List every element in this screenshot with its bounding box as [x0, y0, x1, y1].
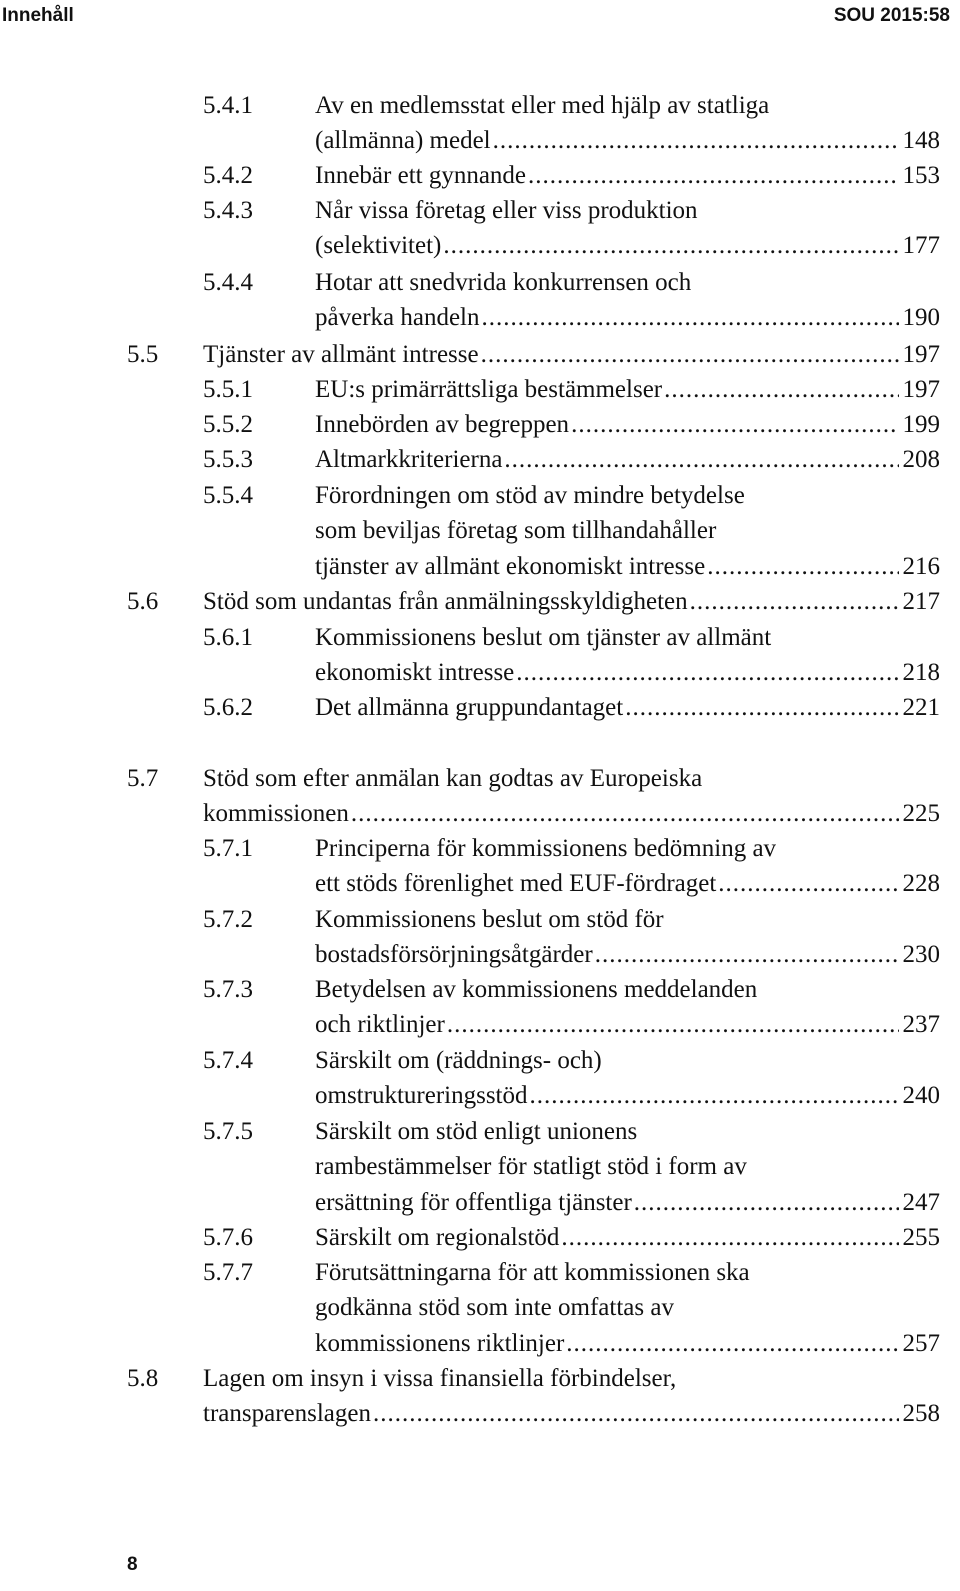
toc-entry-number: 5.4.1: [203, 92, 253, 119]
toc-entry-title: ekonomiskt intresse: [315, 659, 515, 687]
dot-leader: [571, 407, 898, 443]
toc-entry-title: Särskilt om (räddnings- och): [315, 1047, 602, 1074]
toc-entry-page: 258: [902, 1400, 940, 1428]
dot-leader: [373, 1396, 899, 1432]
toc-entry-title: EU:s primärrättsliga bestämmelser: [315, 376, 663, 403]
dot-leader: [566, 1326, 898, 1362]
toc-entry-number: 5.4.4: [203, 269, 253, 296]
toc-entry-page: 257: [902, 1329, 940, 1357]
toc-entry-title: Förutsättningarna för att kommissionen ska: [315, 1259, 750, 1286]
dot-leader: [516, 655, 898, 691]
running-header-report-id: SOU 2015:58: [833, 5, 950, 26]
toc-entry-title: påverka handeln: [315, 304, 480, 332]
toc-entry-title: Når vissa företag eller viss produktion: [315, 197, 698, 224]
toc-entry-number: 5.7.3: [203, 976, 253, 1003]
dot-leader: [634, 1185, 899, 1221]
dot-leader: [718, 866, 898, 902]
toc-entry-number: 5.5.2: [203, 411, 253, 438]
toc-entry-page: 216: [902, 552, 940, 580]
toc-entry-number: 5.5: [127, 341, 159, 368]
toc-entry-page: 218: [902, 659, 940, 687]
dot-leader: [528, 158, 898, 194]
toc-entry-title: rambestämmelser för statligt stöd i form av: [315, 1153, 747, 1181]
toc-entry-title: Hotar att snedvrida konkurrensen och: [315, 269, 692, 296]
toc-entry-title: Kommissionens beslut om tjänster av allmänt: [315, 624, 772, 651]
toc-entry-title: Lagen om insyn i vissa finansiella förbindelser,: [203, 1365, 677, 1392]
dot-leader: [664, 372, 898, 408]
toc-entry-title: Innebörden av begreppen: [315, 411, 570, 438]
toc-entry-number: 5.5.4: [203, 482, 253, 509]
toc-entry-number: 5.7.5: [203, 1118, 253, 1145]
toc-entry-number: 5.6.1: [203, 624, 253, 651]
toc-entry-page: 237: [902, 1011, 940, 1039]
toc-entry-number: 5.5.1: [203, 376, 253, 403]
toc-entry-number: 5.7: [127, 765, 159, 792]
dot-leader: [530, 1078, 899, 1114]
toc-entry-page: 208: [902, 446, 940, 473]
toc-entry-title: Särskilt om regionalstöd: [315, 1224, 560, 1251]
toc-entry-title: (allmänna) medel: [315, 127, 491, 155]
toc-entry-title: Betydelsen av kommissionens meddelanden: [315, 976, 758, 1003]
toc-entry-title: Altmarkkriterierna: [315, 446, 503, 473]
toc-entry-number: 5.7.4: [203, 1047, 253, 1074]
page-number: 8: [127, 1554, 138, 1575]
toc-entry-title: kommissionen: [203, 800, 349, 828]
toc-entry-page: 240: [902, 1082, 940, 1110]
toc-entry-title: kommissionens riktlinjer: [315, 1329, 565, 1357]
toc-entry-page: 190: [902, 304, 940, 332]
toc-entry-number: 5.4.3: [203, 197, 253, 224]
toc-entry-page: 197: [902, 376, 940, 403]
toc-entry-title: bostadsförsörjningsåtgärder: [315, 941, 593, 969]
toc-entry-title: Kommissionens beslut om stöd för: [315, 906, 664, 933]
toc-entry-page: 199: [902, 411, 940, 438]
toc-entry-title: Förordningen om stöd av mindre betydelse: [315, 482, 745, 509]
toc-entry-title: omstruktureringsstöd: [315, 1082, 528, 1110]
toc-entry-page: 148: [902, 127, 940, 155]
toc-entry-page: 228: [902, 870, 940, 898]
dot-leader: [351, 796, 899, 832]
dot-leader: [481, 337, 899, 373]
toc-entry-number: 5.7.1: [203, 835, 253, 862]
toc-entry-number: 5.7.7: [203, 1259, 253, 1286]
toc-entry-page: 225: [902, 800, 940, 828]
toc-entry-number: 5.4.2: [203, 162, 253, 189]
dot-leader: [447, 1007, 899, 1043]
toc-entry-number: 5.6.2: [203, 694, 253, 721]
toc-entry-title: transparenslagen: [203, 1400, 371, 1428]
toc-entry-number: 5.6: [127, 588, 159, 615]
dot-leader: [707, 549, 898, 585]
toc-entry-title: som beviljas företag som tillhandahåller: [315, 517, 717, 545]
toc-entry-title: (selektivitet): [315, 232, 442, 260]
dot-leader: [595, 937, 899, 973]
toc-entry-title: Tjänster av allmänt intresse: [203, 341, 479, 368]
toc-entry-number: 5.7.2: [203, 906, 253, 933]
toc-entry-page: 221: [902, 694, 940, 721]
toc-entry-title: och riktlinjer: [315, 1011, 445, 1039]
toc-entry-title: Innebär ett gynnande: [315, 162, 527, 189]
toc-entry-title: ett stöds förenlighet med EUF-fördraget: [315, 870, 717, 898]
dot-leader: [690, 584, 899, 620]
dot-leader: [493, 123, 899, 159]
toc-entry-number: 5.7.6: [203, 1224, 253, 1251]
running-header-section: Innehåll: [2, 5, 74, 26]
toc-entry-page: 247: [902, 1188, 940, 1216]
toc-entry-title: Stöd som undantas från anmälningsskyldigheten: [203, 588, 688, 615]
toc-entry-title: Av en medlemsstat eller med hjälp av statliga: [315, 92, 770, 119]
dot-leader: [482, 300, 899, 336]
toc-entry-title: Stöd som efter anmälan kan godtas av Europeiska: [203, 765, 703, 792]
toc-entry-title: ersättning för offentliga tjänster: [315, 1188, 632, 1216]
dot-leader: [443, 228, 898, 264]
toc-entry-title: tjänster av allmänt ekonomiskt intresse: [315, 552, 706, 580]
toc-entry-title: godkänna stöd som inte omfattas av: [315, 1294, 674, 1322]
toc-entry-page: 177: [902, 232, 940, 260]
toc-entry-page: 217: [902, 588, 940, 615]
toc-entry-title: Principerna för kommissionens bedömning av: [315, 835, 777, 862]
toc-entry-number: 5.5.3: [203, 446, 253, 473]
toc-entry-page: 230: [902, 941, 940, 969]
toc-entry-number: 5.8: [127, 1365, 159, 1392]
toc-entry-title: Det allmänna gruppundantaget: [315, 694, 624, 721]
dot-leader: [504, 442, 898, 478]
toc-entry-title: Särskilt om stöd enligt unionens: [315, 1118, 638, 1145]
dot-leader: [625, 690, 898, 726]
dot-leader: [561, 1220, 898, 1256]
toc-entry-page: 255: [902, 1224, 940, 1251]
toc-entry-page: 197: [902, 341, 940, 368]
toc-entry-page: 153: [902, 162, 940, 189]
